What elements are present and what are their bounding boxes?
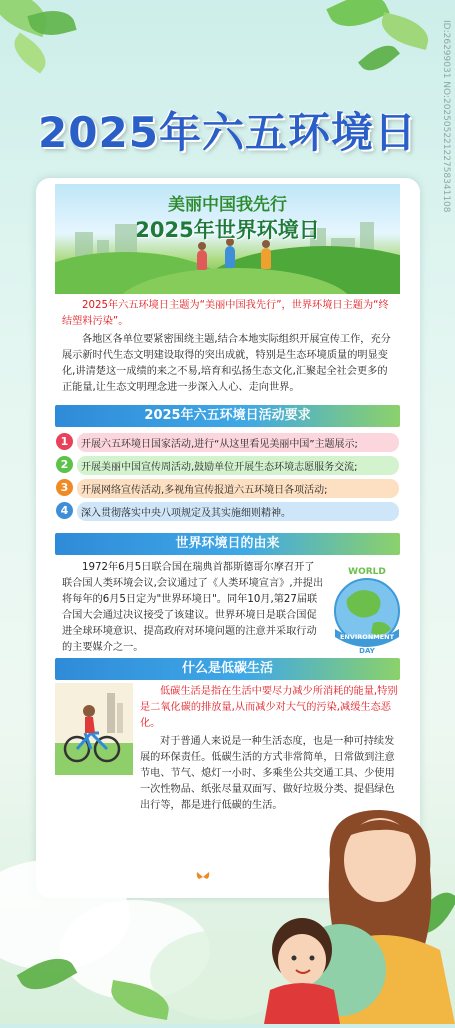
mother-child-illustration	[230, 800, 455, 1024]
banner-title: 2025年世界环境日	[135, 218, 320, 242]
requirement-item	[55, 433, 400, 452]
banner-slogan: 美丽中国我先行	[168, 195, 287, 215]
low-carbon-definition: 低碳生活是指在生活中要尽力减少所消耗的能量,特别是二氧化碳的排放量,从而减少对大气的污染,减缓生态恶化。	[140, 686, 398, 729]
butterfly-icon	[196, 868, 210, 880]
globe-label-environment: ENVIRONMENT	[339, 633, 395, 641]
globe-label-day: DAY	[359, 647, 375, 655]
requirement-item	[55, 479, 400, 498]
requirement-text: 开展网络宣传活动,多视角宣传报道六五环境日各项活动;	[81, 485, 328, 496]
section-heading-low-carbon: 什么是低碳生活	[55, 658, 400, 680]
requirement-number: 3	[56, 479, 73, 496]
bicycle-icon	[55, 683, 133, 775]
section-heading-requirements: 2025年六五环境日活动要求	[55, 405, 400, 427]
requirement-number: 4	[56, 502, 73, 519]
leaf-decoration	[7, 33, 52, 74]
globe-icon	[325, 565, 409, 659]
section-heading-origin: 世界环境日的由来	[55, 533, 400, 555]
leaf-decoration	[358, 38, 400, 78]
leaf-decoration	[377, 12, 432, 50]
runner-figure	[197, 250, 207, 270]
runner-figure	[261, 248, 271, 269]
leaf-decoration	[326, 0, 389, 36]
world-environment-day-logo	[325, 565, 409, 659]
page-title: 2025年六五环境日	[38, 108, 417, 157]
requirement-text: 开展六五环境日国家活动,进行“从这里看见美丽中国”主题展示;	[81, 439, 358, 450]
requirement-number: 2	[56, 456, 73, 473]
low-carbon-paragraph: 对于普通人来说是一种生活态度，也是一种可持续发展的环保责任。低碳生活的方式非常简单，日常做到注意节电、节气、熄灯一小时、多乘坐公共交通工具、少使用一次性物品、纸张尽量双面写、做好垃圾分类、提倡绿色出行等，都是进行低碳的生活。	[140, 736, 395, 811]
banner-image	[55, 184, 400, 294]
requirement-text: 开展美丽中国宣传周活动,鼓励单位开展生态环境志愿服务交流;	[81, 462, 358, 473]
requirement-item	[55, 456, 400, 475]
requirement-text: 深入贯彻落实中央八项规定及其实施细则精神。	[81, 508, 291, 519]
cyclist-illustration	[55, 683, 133, 775]
id-watermark: ID:26299031 NO:20250522122758341108	[441, 20, 451, 213]
runner-figure	[225, 246, 235, 268]
globe-label-world: WORLD	[348, 567, 386, 577]
origin-paragraph: 1972年6月5日联合国在瑞典首都斯德哥尔摩召开了联合国人类环境会议,会议通过了《人类环境宣言》,并提出将每年的6月5日定为"世界环境日"。同年10月,第27届联合国大会通过决议接受了该建议。世界环境日是联合国促进全球环境意识、提高政府对环境问题的注意并采取行动的主要媒介之一。	[62, 562, 324, 653]
intro-paragraph: 各地区各单位要紧密围绕主题,结合本地实际组织开展宣传工作，充分展示新时代生态文明建设取得的突出成就，特别是生态环境质量的明显变化,讲清楚这一成绩的来之不易,培育和弘扬生态文化,汇聚起全社会更多的正能量,让生态文明理念进一步深入人心、走向世界。	[62, 334, 391, 393]
requirement-number: 1	[56, 433, 73, 450]
mother-child-icon	[230, 800, 455, 1024]
theme-paragraph: 2025年六五环境日主题为“美丽中国我先行”，世界环境日主题为“终结塑料污染”。	[62, 300, 389, 327]
requirement-item	[55, 502, 400, 521]
